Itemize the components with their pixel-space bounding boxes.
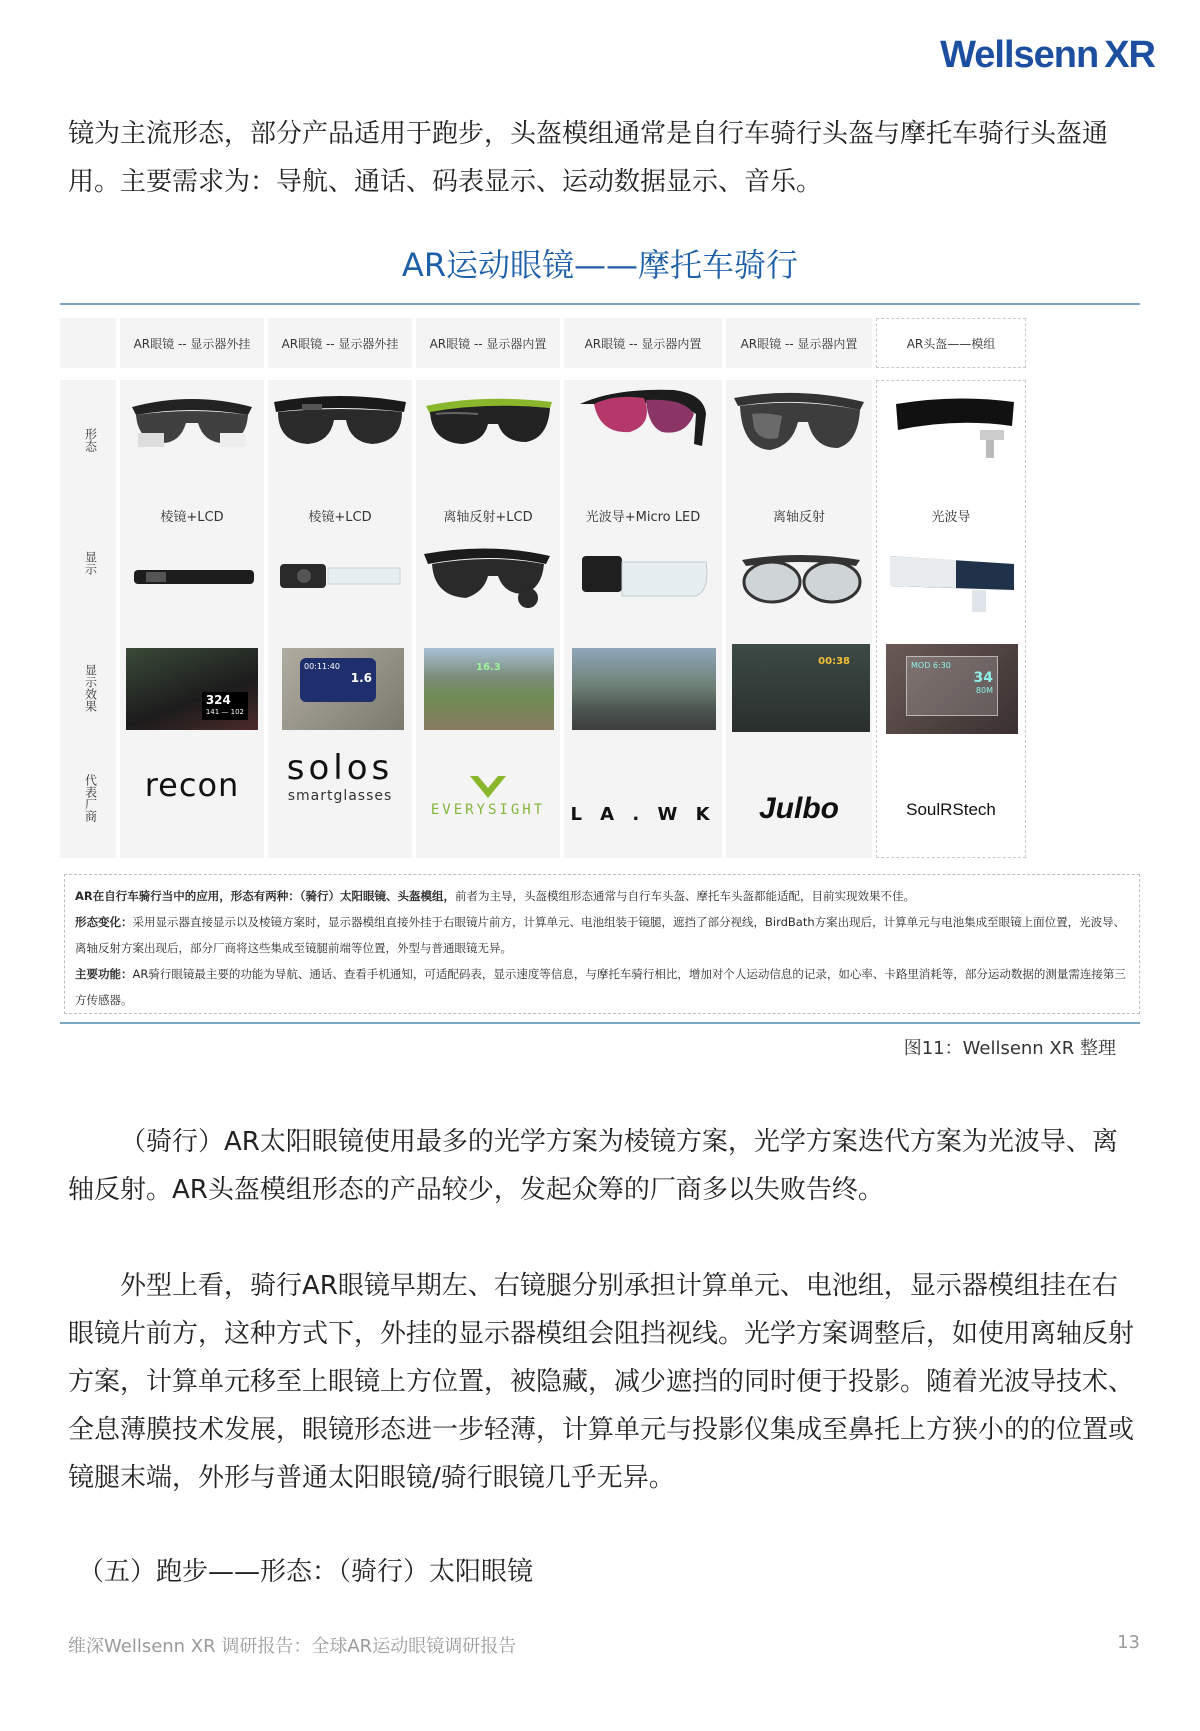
solos-hud-speed: 1.6: [350, 671, 372, 685]
note-line-1: [75, 883, 1129, 909]
solos-effect-photo: [282, 648, 404, 730]
lawk-effect-photo: [572, 648, 716, 730]
figure-top-rule: [60, 303, 1140, 305]
soulrstech-effect-photo: [886, 644, 1018, 734]
soulrstech-hud-distance: 34: [973, 670, 993, 686]
solos-hud-screen: [300, 658, 376, 702]
lawk-display-module-image: [578, 550, 712, 606]
solos-hud-time: 00:11:40: [304, 662, 340, 671]
soulrstech-module-image: [886, 392, 1018, 462]
column-header: AR眼镜 -- 显示器内置: [726, 318, 872, 368]
note-line-2-lead: 形态变化：: [75, 915, 133, 929]
brand-solos-sub: smartglasses: [287, 788, 393, 804]
soulrstech-hud-meters: 80M: [975, 686, 993, 695]
section-heading: （五）跑步——形态：（骑行）太阳眼镜: [78, 1557, 534, 1587]
brand-solos: [268, 748, 412, 804]
display-type: 光波导+Micro LED: [585, 510, 701, 525]
figure-title: AR运动眼镜——摩托车骑行: [401, 246, 799, 284]
display-type: 离轴反射: [772, 510, 825, 525]
soulrstech-hud-screen: [906, 656, 998, 716]
display-type: 棱镜+LCD: [308, 510, 372, 525]
note-line-1-lead: AR在自行车骑行当中的应用，形态有两种：（骑行）太阳眼镜、头盔模组，: [75, 889, 456, 903]
julbo-glasses-image: [728, 384, 870, 470]
everysight-hud-readout: 16.3: [476, 662, 501, 673]
row-label-brand: 代表厂商: [83, 774, 98, 822]
brand-solos-name: solos: [286, 748, 394, 788]
soulrstech-hud-time: MOD 6:30: [911, 661, 951, 670]
solos-glasses-image: [272, 390, 408, 454]
row-label-form: 形态: [83, 428, 98, 452]
wellsenn-logo: [940, 34, 1155, 77]
row-label-effect: 显示效果: [83, 664, 98, 712]
figure-notes: [64, 874, 1140, 1014]
body-paragraph-2: （骑行）AR太阳眼镜使用最多的光学方案为棱镜方案，光学方案迭代方案为光波导、离轴反射。AR头盔模组形态的产品较少，发起众筹的厂商多以失败告终。: [68, 1127, 1118, 1205]
display-type: 棱镜+LCD: [160, 510, 224, 525]
column-header: AR头盔——模组: [876, 318, 1026, 368]
body-paragraph-3: 外型上看，骑行AR眼镜早期左、右镜腿分别承担计算单元、电池组，显示器模组挂在右眼镜片前方，这种方式下，外挂的显示器模组会阻挡视线。光学方案调整后，如使用离轴反射方案，计算单元移至上眼镜上方位置，被隐藏，减少遮挡的同时便于投影。随着光波导技术、全息薄膜技术发展，眼镜形态进一步轻薄，计算单元与投影仪集成至鼻托上方狭小的的位置或镜腿末端，外形与普通太阳眼镜/骑行眼镜几乎无异。: [68, 1271, 1135, 1493]
page-number: 13: [1117, 1632, 1140, 1653]
soulrstech-display-module-image: [886, 550, 1018, 614]
everysight-logo-icon: [468, 774, 508, 800]
everysight-display-module-image: [420, 542, 556, 612]
recon-display-module-image: [132, 562, 256, 592]
figure-bottom-rule: [60, 1022, 1140, 1024]
column-header: AR眼镜 -- 显示器内置: [416, 318, 560, 368]
lawk-glasses-image: [574, 384, 712, 468]
brand-recon: recon: [144, 766, 240, 804]
logo-xr-text: XR: [1104, 34, 1155, 76]
julbo-display-module-image: [736, 550, 866, 610]
table-corner-cell: [60, 318, 116, 368]
column-header: AR眼镜 -- 显示器外挂: [268, 318, 412, 368]
column-header: AR眼镜 -- 显示器内置: [564, 318, 722, 368]
footer-report-title: 维深Wellsenn XR 调研报告：全球AR运动眼镜调研报告: [68, 1636, 517, 1657]
note-line-3-rest: AR骑行眼镜最主要的功能为导航、通话、查看手机通知，可适配码表，显示速度等信息，与摩托车骑行相比，增加对个人运动信息的记录，如心率、卡路里消耗等，部分运动数据的测量需连接第三方传感器。: [75, 967, 1126, 1007]
brand-lawk: L A . W K: [570, 804, 716, 825]
intro-paragraph: 镜为主流形态，部分产品适用于跑步，头盔模组通常是自行车骑行头盔与摩托车骑行头盔通用。主要需求为：导航、通话、码表显示、运动数据显示、音乐。: [68, 119, 1109, 197]
everysight-effect-photo: [424, 648, 554, 730]
note-line-3: [75, 961, 1129, 1013]
display-type: 光波导: [931, 510, 971, 525]
column-header: AR眼镜 -- 显示器外挂: [120, 318, 264, 368]
note-line-1-rest: 前者为主导，头盔模组形态通常与自行车头盔、摩托车头盔都能适配，目前实现效果不佳。: [455, 889, 916, 903]
everysight-glasses-image: [422, 390, 556, 456]
note-line-2: [75, 909, 1129, 961]
display-type: 离轴反射+LCD: [443, 510, 533, 525]
julbo-effect-photo: [732, 644, 870, 732]
recon-hud-readout: [202, 692, 248, 720]
recon-hud-speed: 324: [205, 693, 231, 707]
brand-soulrstech: SoulRStech: [906, 800, 996, 819]
row-label-display: 显示: [83, 551, 98, 575]
note-line-2-rest: 采用显示器直接显示以及棱镜方案时，显示器模组直接外挂于右眼镜片前方，计算单元、电池组装于镜腿，遮挡了部分视线，BirdBath方案出现后，计算单元与电池集成至眼镜上面位置，光波导、离轴反射方案出现后，部分厂商将这些集成至镜腿前端等位置，外型与普通眼镜无异。: [75, 915, 1126, 955]
recon-effect-photo: [126, 648, 258, 730]
figure-caption: 图11：Wellsenn XR 整理: [903, 1038, 1116, 1059]
note-line-3-lead: 主要功能：: [75, 967, 133, 981]
solos-display-module-image: [276, 556, 406, 596]
brand-everysight: [416, 774, 560, 818]
brand-everysight-text: EVERYSIGHT: [430, 802, 546, 818]
comparison-table: [60, 318, 1140, 858]
recon-hud-heart-rate: 141 — 102: [205, 708, 244, 716]
julbo-hud-readout: 00:38: [818, 656, 850, 667]
recon-glasses-image: [128, 393, 256, 455]
logo-main-text: Wellsenn: [940, 34, 1099, 76]
brand-julbo: Julbo: [759, 792, 839, 825]
